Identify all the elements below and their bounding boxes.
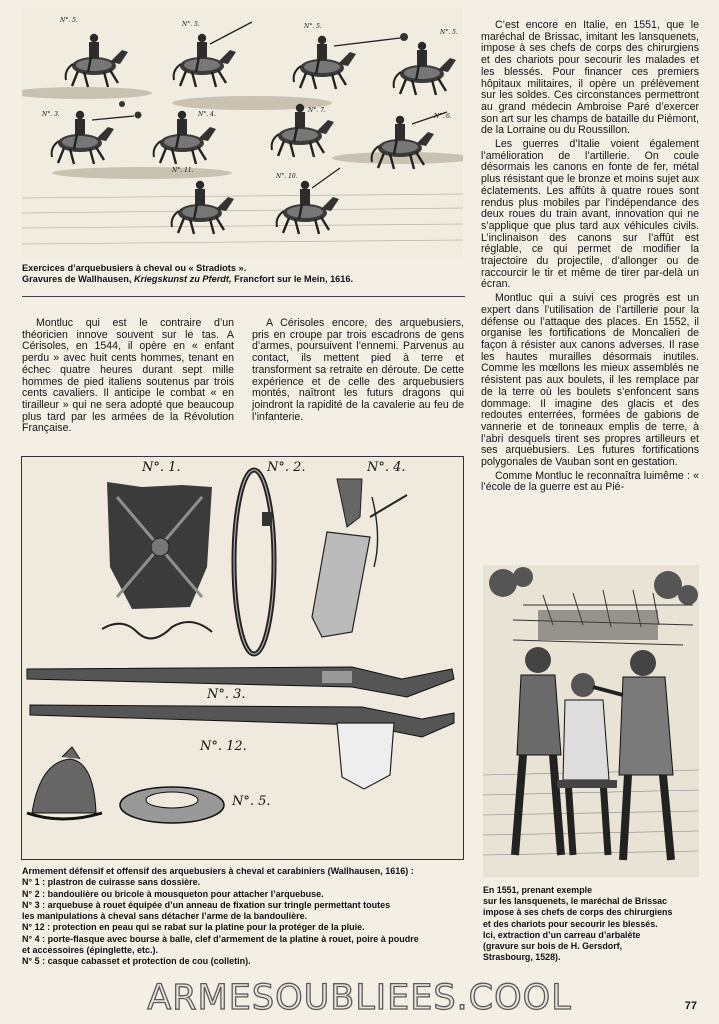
plate-label-8: N°. 6. [434, 113, 452, 120]
paragraph-montluc-cerisoles: Montluc qui est le contraire d’un théoricien innove souvent sur le tas. A Cérisoles, en 1544, il opère en « enfant perdu » avec huit cents hommes, tenant en échec quatre heures durant sept mille hommes de pied italiens soutenus par trois cents cavaliers. Il anticipe le combat « en tirailleur » qui ne sera adopté que beaucoup plus tard par les armées de la Révolution Française. [22, 317, 234, 435]
plate-label-7: N°. 7. [308, 107, 326, 114]
caption-prefix: Gravures de Wallhausen, [22, 274, 132, 285]
plate-label-5: N°. 3. [42, 111, 60, 118]
plate-label-9: N°. 11. [172, 167, 194, 174]
arms-engraving [21, 456, 464, 860]
arms-caption-line: Armement défensif et offensif des arquebusiers à cheval et carabiniers (Wallhausen, 1616) : [22, 866, 414, 876]
paragraph-montluc-quote: Comme Montluc le reconnaîtra luimême : « l’école de la guerre est au Pié- [481, 469, 699, 494]
arms-caption-line: N° 4 : porte-flasque avec bourse à balle, clef d’armement de la platine à rouet, poire à poudre [22, 933, 419, 944]
surgery-caption-line: En 1551, prenant exemple [483, 885, 593, 895]
paragraph-moncalieri: Montluc qui a suivi ces progrès est un expert dans l’utilisation de l’artillerie pour la défense ou l’attaque des places. En 1552, il organise les fortifications de Moncalieri de façon à résister aux canons adverses. Il rase les hautes murailles désormais inutiles. Comme les mœllons les mieux assemblés ne résistent pas aux boulets, il les remplace par de la terre où les boulets s’enfoncent sans dommage. Il imagine des glacis et des redoutes enterrées, formées de gabions de vannerie et de tonneaux emplis de terre, à l’abri desquels tirent ses propres artilleurs et ses arquebusiers. Les futures fortifications polygonales de Vauban sont en gestation. [481, 292, 699, 469]
paragraph-artillery: Les guerres d’Italie voient également l’amélioration de l’artillerie. On coule désormais les canons en fonte de fer, métal plus résistant que le bronze et moins sujet aux éclatements. Les affûts à quatre roues sont rendus plus mobiles par l’indépendance des deux roues du train avant, innovation qui ne s’applique que plus tard aux véhicules civils. L’inclinaison des canons sur l’affût est réglable, ce qui permet de modifier la trajectoire du projectile, d’allonger ou de raccourcir le tir et même de tirer par-delà un écran. [481, 138, 699, 291]
flask-holder-drawing [312, 479, 407, 637]
arms-label-no1: N°. 1. [142, 460, 181, 475]
surgery-woodcut [483, 565, 699, 877]
arms-caption-line: N° 3 : arquebuse à rouet équipée d’un anneau de fixation sur tringle permettant toutes [22, 899, 391, 910]
plate-label-3: N°. 5. [304, 23, 322, 30]
arms-caption-line: et accessoires (épinglette, etc.). [22, 945, 159, 956]
horsemen-caption-line2 [22, 274, 467, 285]
surgery-caption [483, 885, 703, 963]
plate-label-10: N°. 10. [276, 173, 298, 180]
plate-label-2: N°. 5. [182, 21, 200, 28]
plate-label-1: N°. 5. [60, 17, 78, 24]
surgery-caption-line: Ici, extraction d’un carreau d’arbalète [483, 929, 641, 940]
arms-caption [22, 866, 482, 968]
text-column-left-1 [22, 318, 234, 437]
arms-caption-line: les manipulations à cheval sans détacher l’arme de la bandoulière. [22, 911, 308, 922]
caption-suffix: Francfort sur le Mein, 1616. [234, 274, 354, 285]
paragraph-cerisoles-dragons: A Cérisoles encore, des arquebusiers, pris en croupe par trois escadrons de gens d’armes, poursuivent l’ennemi. Parvenus au contact, ils mettent pied à terre et transforment sa retraite en déroute. De cette expérience et de celle des arquebusiers montés, naîtront les futurs dragons qui joindront la rapidité de la cavalerie au feu de l’infanterie. [252, 317, 464, 423]
surgery-caption-line: sur les lansquenets, le maréchal de Brissac [483, 896, 668, 907]
arms-illustration [22, 457, 463, 859]
arms-label-no4: N°. 4. [367, 460, 406, 475]
plate-label-4: N°. 5. [440, 29, 458, 36]
surgery-caption-line: Strasbourg, 1528). [483, 952, 561, 963]
arms-caption-line: N° 2 : bandoulière ou bricole à mousqueton pour attacher l’arquebuse. [22, 888, 324, 899]
surgery-illustration [483, 565, 699, 877]
caption-book-title: Kriegskunst zu Pferdt, [134, 274, 232, 285]
paragraph-brissac: C’est encore en Italie, en 1551, que le maréchal de Brissac, imitant les lansquenets, impose à ses chefs de corps des chirurgiens et des chariots pour secourir les malades et les blessés. Pour financer ces premiers hôpitaux militaires, il opère un prélèvement sur les soldes. Ces circonstances permettront au grand médecin Ambroise Paré d’exercer son art sur les champs de bataille du Piémont, de la Lorraine ou du Roussillon. [481, 19, 699, 137]
text-column-left-2 [252, 318, 464, 425]
surgery-caption-line: et des chariots pour secourir les blessés. [483, 918, 658, 929]
arms-label-no5: N°. 5. [232, 794, 271, 809]
arms-caption-line: N° 12 : protection en peau qui se rabat sur la platine pour la protéger de la pluie. [22, 922, 365, 933]
horsemen-caption-line1: Exercices d’arquebusiers à cheval ou « Stradiots ». [22, 263, 247, 273]
helmet-drawing [27, 747, 224, 823]
arms-label-no12: N°. 12. [200, 739, 247, 754]
breastplate-drawing [102, 482, 212, 638]
arms-label-no3: N°. 3. [207, 687, 246, 702]
arms-caption-line: N° 1 : plastron de cuirasse sans dossière. [22, 877, 201, 888]
bandolier-drawing [234, 470, 274, 654]
surgery-caption-line: (gravure sur bois de H. Gersdorf, [483, 941, 623, 952]
arms-label-no2: N°. 2. [267, 460, 306, 475]
arms-caption-line: N° 5 : casque cabasset et protection de cou (colletin). [22, 956, 251, 967]
page-number: 77 [684, 1000, 697, 1012]
plate-label-6: N°. 4. [198, 111, 216, 118]
surgery-caption-line: impose à ses chefs de corps des chirurgiens [483, 907, 673, 918]
site-watermark: ARMESOUBLIEES.COOL [147, 978, 572, 1018]
horsemen-engraving [22, 8, 463, 258]
text-column-right [481, 20, 699, 496]
horsemen-illustration [22, 8, 463, 258]
caption-divider [22, 296, 465, 297]
horsemen-caption [22, 263, 467, 286]
